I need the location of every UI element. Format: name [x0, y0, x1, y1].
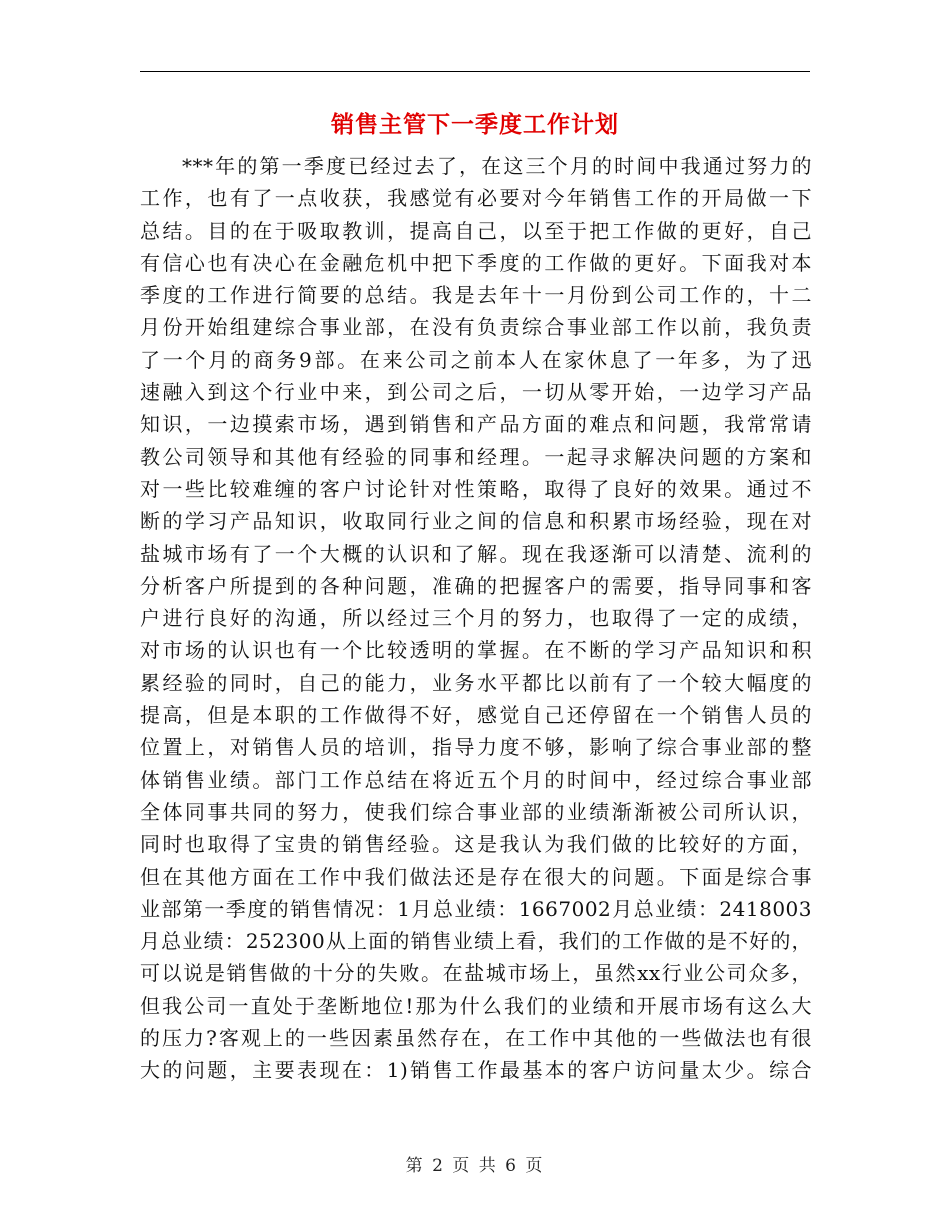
body-line: 盐城市场有了一个大概的认识和了解。现在我逐渐可以清楚、流利的: [140, 541, 812, 566]
body-line: 累经验的同时，自己的能力，业务水平都比以前有了一个较大幅度的: [140, 670, 812, 695]
body-line: 教公司领导和其他有经验的同事和经理。一起寻求解决问题的方案和: [140, 444, 812, 469]
body-line: 断的学习产品知识，收取同行业之间的信息和积累市场经验，现在对: [140, 509, 812, 534]
body-line: 可以说是销售做的十分的失败。在盐城市场上，虽然xx行业公司众多，: [140, 961, 812, 986]
body-line: 但我公司一直处于垄断地位!那为什么我们的业绩和开展市场有这么大: [140, 993, 812, 1018]
body-line: 户进行良好的沟通，所以经过三个月的努力，也取得了一定的成绩，: [140, 606, 812, 631]
document-title: 销售主管下一季度工作计划: [331, 112, 619, 138]
body-line: 知识，一边摸索市场，遇到销售和产品方面的难点和问题，我常常请: [140, 412, 812, 437]
body-line: 季度的工作进行简要的总结。我是去年十一月份到公司工作的，十二: [140, 283, 812, 308]
body-line: 业部第一季度的销售情况：1月总业绩：1667002月总业绩：2418003: [140, 896, 812, 921]
body-line: 速融入到这个行业中来，到公司之后，一切从零开始，一边学习产品: [140, 380, 812, 405]
body-line: 月总业绩：252300从上面的销售业绩上看，我们的工作做的是不好的，: [140, 929, 812, 954]
body-line: 同时也取得了宝贵的销售经验。这是我认为我们做的比较好的方面，: [140, 832, 812, 857]
body-line: 大的问题，主要表现在：1)销售工作最基本的客户访问量太少。综合: [140, 1058, 812, 1083]
body-line: 对一些比较难缠的客户讨论针对性策略，取得了良好的效果。通过不: [140, 476, 812, 501]
body-line: 月份开始组建综合事业部，在没有负责综合事业部工作以前，我负责: [140, 315, 812, 340]
body-line: 总结。目的在于吸取教训，提高自己，以至于把工作做的更好，自己: [140, 218, 812, 243]
page-number: 第 2 页 共 6 页: [405, 1156, 545, 1176]
body-line: 但在其他方面在工作中我们做法还是存在很大的问题。下面是综合事: [140, 864, 812, 889]
header-rule: [140, 71, 810, 72]
body-line: 分析客户所提到的各种问题，准确的把握客户的需要，指导同事和客: [140, 573, 812, 598]
body-line: 工作，也有了一点收获，我感觉有必要对今年销售工作的开局做一下: [140, 186, 812, 211]
body-line: 有信心也有决心在金融危机中把下季度的工作做的更好。下面我对本: [140, 250, 812, 275]
body-line: ***年的第一季度已经过去了，在这三个月的时间中我通过努力的: [182, 154, 812, 178]
body-line: 对市场的认识也有一个比较透明的掌握。在不断的学习产品知识和积: [140, 638, 812, 663]
body-line: 位置上，对销售人员的培训，指导力度不够，影响了综合事业部的整: [140, 735, 812, 760]
body-line: 全体同事共同的努力，使我们综合事业部的业绩渐渐被公司所认识，: [140, 799, 812, 824]
body-line: 体销售业绩。部门工作总结在将近五个月的时间中，经过综合事业部: [140, 767, 812, 792]
document-body: [140, 150, 812, 1087]
body-line: 了一个月的商务9部。在来公司之前本人在家休息了一年多，为了迅: [140, 347, 812, 372]
body-line: 的压力?客观上的一些因素虽然存在，在工作中其他的一些做法也有很: [140, 1026, 812, 1051]
body-line: 提高，但是本职的工作做得不好，感觉自己还停留在一个销售人员的: [140, 703, 812, 728]
